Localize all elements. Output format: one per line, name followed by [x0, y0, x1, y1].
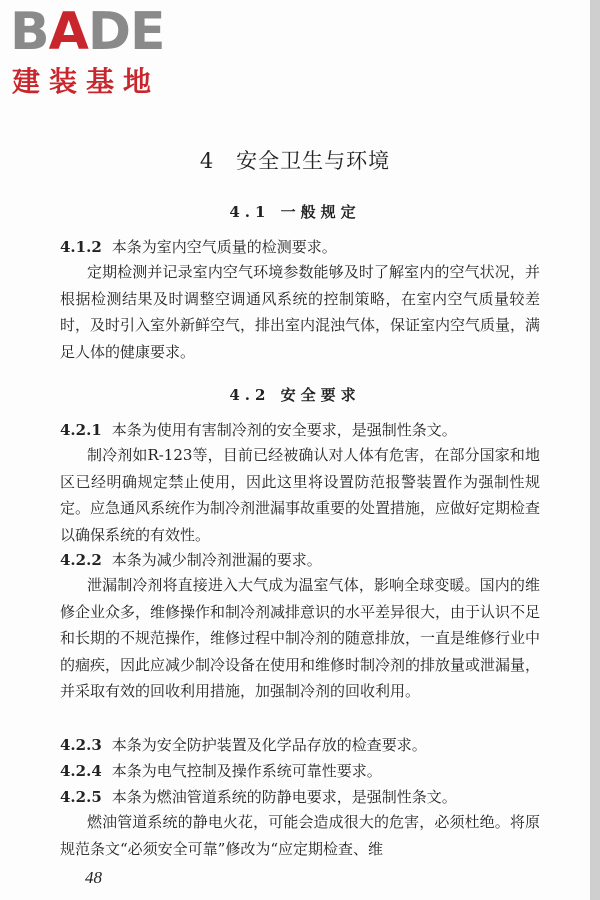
clause-number: 4.2.1	[60, 421, 102, 439]
clause-number: 4.2.2	[60, 551, 102, 569]
clause-heading	[60, 787, 457, 807]
section-title: 4.1 一般规定	[229, 203, 361, 221]
clause-explanation: 定期检测并记录室内空气环境参数能够及时了解室内的空气状况，并根据检测结果及时调整空调通风系统的控制策略，在室内空气质量较差时，及时引入室外新鲜空气，排出室内混浊气体，保证室内空气质量，满足人体的健康要求。	[60, 263, 541, 361]
page-edge-shadow	[590, 0, 600, 900]
clause-number: 4.2.4	[60, 762, 102, 780]
clause-heading	[60, 420, 457, 440]
clause-text: 本条为使用有害制冷剂的安全要求，是强制性条文。	[111, 421, 457, 439]
clause-number: 4.2.5	[60, 788, 102, 806]
clause-number: 4.2.3	[60, 736, 102, 754]
clause-heading	[60, 237, 337, 257]
clause-number: 4.1.2	[60, 238, 102, 256]
clause-explanation: 泄漏制冷剂将直接进入大气成为温室气体，影响全球变暖。国内的维修企业众多，维修操作和制冷剂减排意识的水平差异很大，由于认识不足和长期的不规范操作，维修过程中制冷剂的随意排放，一直是维修行业中的痼疾，因此应减少制冷设备在使用和维修时制冷剂的排放量或泄漏量，并采取有效的回收利用措施，加强制冷剂的回收利用。	[60, 576, 541, 700]
chapter-title: 4 安全卫生与环境	[199, 149, 391, 173]
clause-text: 本条为室内空气质量的检测要求。	[111, 238, 337, 256]
bade-logo	[10, 2, 180, 102]
clause-explanation: 燃油管道系统的静电火花，可能会造成很大的危害，必须杜绝。将原规范条文“必须安全可靠”修改为“应定期检查、维	[60, 813, 540, 858]
clause-text: 本条为减少制冷剂泄漏的要求。	[111, 551, 322, 569]
clause-heading	[60, 735, 427, 755]
page-number: 48	[85, 868, 102, 887]
logo-wordmark: BADE	[10, 2, 165, 62]
clause-heading	[60, 761, 382, 781]
clause-text: 本条为燃油管道系统的防静电要求，是强制性条文。	[111, 788, 457, 806]
clause-explanation: 制冷剂如R-123等，目前已经被确认对人体有危害，在部分国家和地区已经明确规定禁止使用，因此这里将设置防范报警装置作为强制性规定。应急通风系统作为制冷剂泄漏事故重要的处置措施，应做好定期检查以确保系统的有效性。	[60, 446, 541, 544]
clause-text: 本条为安全防护装置及化学品存放的检查要求。	[111, 736, 427, 754]
clause-heading	[60, 550, 322, 570]
clause-text: 本条为电气控制及操作系统可靠性要求。	[111, 762, 382, 780]
section-title: 4.2 安全要求	[229, 386, 361, 404]
logo-subtitle: 建装基地	[12, 65, 161, 98]
